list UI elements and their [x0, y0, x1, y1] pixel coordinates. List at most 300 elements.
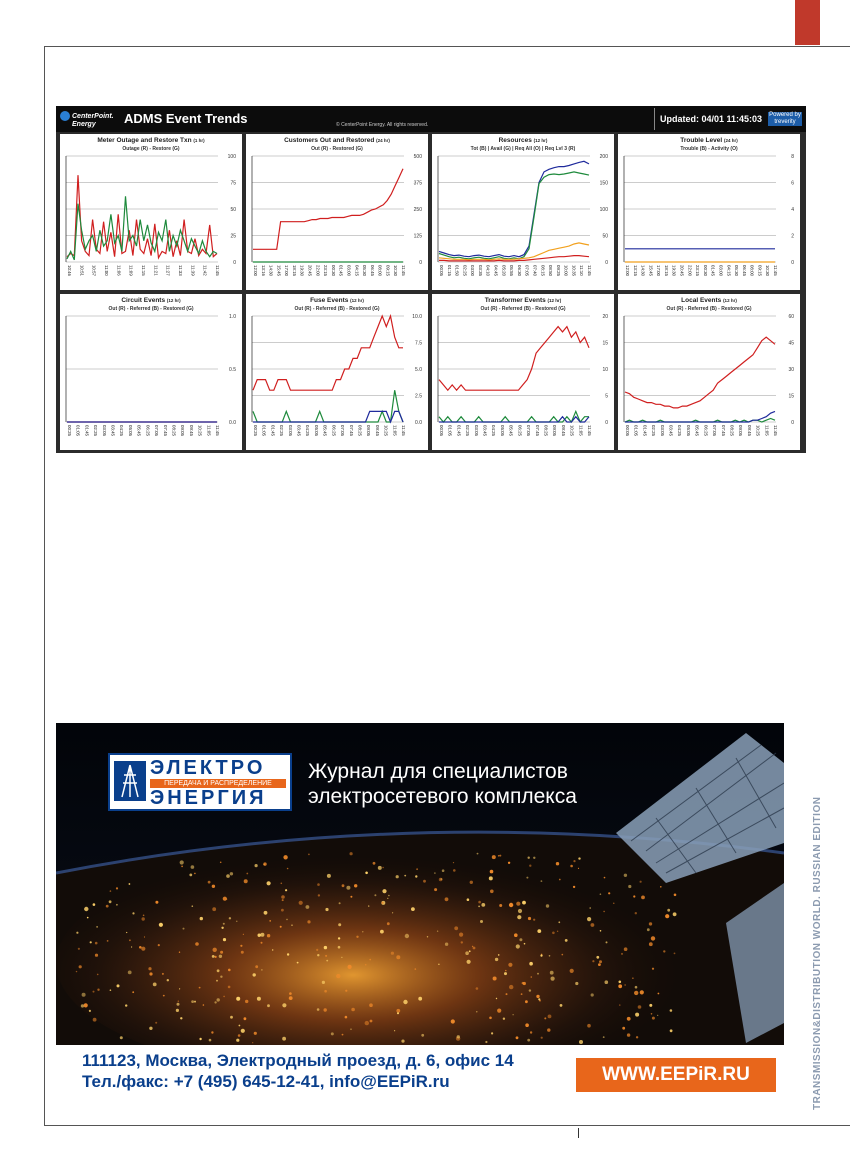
x-tick-label: 02:25 [465, 425, 471, 436]
y-tick-label: 0 [605, 260, 608, 266]
city-light [550, 971, 554, 975]
city-light [324, 1008, 327, 1011]
x-tick-label: 01:45 [456, 425, 462, 436]
x-tick-label: 11:05 [206, 425, 212, 436]
chart-title-suffix: (1 hr) [193, 138, 205, 143]
city-light [604, 877, 606, 879]
city-light [465, 951, 469, 955]
city-light [212, 955, 215, 958]
chart-svg [618, 134, 800, 290]
city-light [387, 922, 390, 925]
city-light [282, 1037, 286, 1041]
city-light [209, 1039, 212, 1042]
city-light [558, 921, 560, 923]
y-tick-label: 75 [230, 180, 236, 187]
x-tick-label: 05:45 [508, 425, 514, 436]
chart-title-suffix: (24 hr) [376, 138, 390, 143]
city-light [229, 917, 231, 919]
city-light [199, 987, 201, 989]
header-divider [654, 108, 655, 130]
x-tick-label: 11:00 [104, 265, 109, 276]
city-light [306, 905, 310, 909]
city-light [230, 1016, 233, 1019]
city-light [548, 1015, 552, 1019]
city-light [547, 1028, 550, 1031]
city-light [132, 991, 134, 993]
city-light [624, 947, 628, 951]
city-light [453, 862, 454, 863]
city-light [497, 1009, 501, 1013]
city-light [649, 942, 653, 946]
city-light [651, 1013, 653, 1015]
city-light [415, 875, 417, 877]
y-tick-label: 4 [791, 207, 794, 213]
x-tick-label: 00:30 [330, 265, 336, 276]
city-light [477, 853, 479, 855]
chart-title-suffix: (12 hr) [350, 298, 364, 303]
city-light [153, 983, 157, 987]
city-light [660, 886, 662, 888]
x-tick-label: 10:25 [197, 425, 203, 436]
city-light [480, 920, 483, 923]
y-tick-label: 200 [599, 154, 608, 160]
x-tick-label: 06:45 [741, 265, 747, 276]
x-tick-label: 01:45 [84, 425, 90, 436]
city-light [93, 991, 95, 993]
city-light [189, 874, 192, 877]
city-light [109, 900, 112, 903]
city-light [191, 1000, 194, 1003]
x-tick-label: 11:05 [578, 425, 584, 436]
city-light [260, 933, 264, 937]
y-tick-label: 50 [602, 233, 608, 240]
chart-subtitle: Trouble (B) - Activity (O) [680, 146, 738, 152]
x-tick-label: 02:25 [651, 425, 657, 436]
city-light [338, 937, 340, 939]
city-light [552, 932, 555, 935]
city-light [223, 996, 225, 998]
city-light [618, 984, 622, 988]
city-light [287, 953, 289, 955]
city-light [587, 917, 591, 921]
city-light [181, 866, 183, 868]
city-light [625, 984, 626, 985]
chart-title: Fuse Events (12 hr) [310, 297, 364, 304]
city-light [253, 973, 256, 976]
city-light [439, 878, 443, 882]
city-light [97, 989, 99, 991]
x-tick-label: 20:45 [307, 265, 313, 276]
x-tick-label: 07:05 [340, 425, 346, 436]
logo-line2: Energy [72, 121, 96, 128]
chart-title: Trouble Level (24 hr) [680, 137, 738, 144]
city-light [524, 943, 526, 945]
x-tick-label: 06:25 [331, 425, 337, 436]
city-light [570, 969, 574, 973]
badge-line2: treverity [774, 119, 796, 125]
city-light [641, 896, 645, 900]
city-light [453, 869, 456, 872]
city-light [289, 996, 293, 1000]
adms-dashboard [56, 106, 806, 453]
city-light [445, 943, 448, 946]
ad-headline [308, 759, 577, 809]
city-light [116, 904, 118, 906]
city-light [307, 920, 310, 923]
tower-icon [114, 761, 146, 801]
city-light [163, 995, 165, 997]
city-light [489, 876, 493, 880]
chart-title: Meter Outage and Restore Txn (1 hr) [97, 137, 205, 144]
y-tick-label: 2 [791, 233, 794, 240]
x-tick-label: 05:05 [127, 425, 133, 436]
city-light [485, 1041, 487, 1043]
city-light [670, 1029, 673, 1032]
x-tick-label: 22:00 [687, 265, 693, 276]
city-light [591, 993, 594, 996]
city-light [139, 946, 142, 949]
x-tick-label: 15:45 [648, 265, 654, 276]
x-tick-label: 06:25 [703, 425, 709, 436]
city-light [211, 1031, 213, 1033]
city-light [208, 881, 211, 884]
city-light [401, 1040, 404, 1043]
city-light [522, 901, 526, 905]
x-tick-label: 09:05 [738, 425, 744, 436]
city-light [345, 990, 347, 992]
city-light [155, 901, 158, 904]
x-tick-label: 00:25 [253, 425, 258, 436]
city-light [131, 946, 132, 947]
city-light [492, 855, 496, 859]
series-line-green [253, 390, 403, 422]
city-light [365, 872, 368, 875]
chart-title: Local Events (12 hr) [681, 297, 737, 304]
city-light [362, 931, 363, 932]
city-light [533, 919, 535, 921]
city-light [180, 860, 184, 864]
city-light [239, 1025, 241, 1027]
city-light [438, 964, 439, 965]
x-tick-label: 10:30 [765, 265, 771, 276]
city-light [598, 963, 601, 966]
x-tick-label: 09:25 [555, 265, 561, 276]
city-light [652, 968, 654, 970]
city-light [223, 923, 225, 925]
city-light [155, 1022, 157, 1024]
x-tick-label: 03:45 [296, 425, 302, 436]
chart-title-suffix: (24 hr) [723, 138, 738, 143]
city-light [272, 949, 273, 950]
y-tick-label: 45 [788, 340, 794, 347]
city-light [633, 895, 635, 897]
city-light [291, 925, 292, 926]
y-tick-label: 6 [791, 180, 794, 187]
x-tick-label: 04:25 [305, 425, 311, 436]
city-light [78, 948, 80, 950]
city-light [544, 1017, 546, 1019]
city-light [267, 881, 271, 885]
x-tick-label: 14:30 [640, 265, 646, 276]
x-tick-label: 11:45 [215, 425, 220, 436]
city-light [356, 936, 358, 938]
x-tick-label: 11:45 [773, 425, 778, 436]
city-light [541, 880, 543, 882]
city-light [578, 857, 580, 859]
x-tick-label: 23:15 [323, 265, 329, 276]
city-light [350, 1029, 351, 1030]
city-light [527, 1039, 530, 1042]
x-tick-label: 12:00 [625, 265, 630, 276]
city-light [236, 1039, 239, 1042]
city-light [649, 1004, 652, 1007]
x-tick-label: 11:09 [128, 265, 134, 276]
x-tick-label: 13:15 [632, 265, 638, 276]
city-light [324, 946, 327, 949]
x-tick-label: 20:45 [679, 265, 685, 276]
y-tick-label: 1.0 [229, 314, 236, 320]
x-tick-label: 06:25 [517, 425, 523, 436]
x-tick-label: 09:45 [746, 425, 752, 436]
city-light [373, 862, 376, 865]
city-light [176, 1009, 179, 1012]
city-light [549, 955, 551, 957]
city-light [219, 955, 222, 958]
city-light [525, 1023, 529, 1027]
y-tick-label: 0 [233, 260, 236, 266]
city-light [508, 862, 510, 864]
city-light [269, 920, 271, 922]
city-light [241, 1029, 245, 1033]
city-light [317, 883, 320, 886]
city-light [221, 927, 223, 929]
x-tick-label: 13:16 [260, 265, 266, 276]
series-line-red [439, 327, 589, 391]
city-light [382, 889, 386, 893]
ad-website-button[interactable]: WWW.EEPiR.RU [576, 1058, 776, 1092]
city-light [651, 936, 655, 940]
city-light [647, 928, 650, 931]
city-light [144, 936, 145, 937]
city-light [230, 872, 233, 875]
city-light [374, 894, 376, 896]
city-light [223, 938, 226, 941]
city-light [177, 1003, 180, 1006]
chart-svg [60, 134, 242, 290]
city-light [199, 1038, 201, 1040]
city-light [522, 982, 524, 984]
chart-panel [432, 134, 614, 290]
city-light [442, 869, 445, 872]
copyright-text: © CenterPoint Energy. All rights reserved. [336, 122, 429, 128]
x-tick-label: 08:25 [543, 425, 549, 436]
series-line-red [253, 316, 403, 390]
x-tick-label: 04:25 [491, 425, 497, 436]
chart-svg [618, 294, 800, 450]
city-light [299, 901, 303, 905]
magazine-advertisement [56, 723, 784, 1103]
x-tick-label: 03:05 [287, 425, 293, 436]
city-light [559, 879, 561, 881]
city-light [267, 934, 270, 937]
city-light [505, 970, 506, 971]
x-tick-label: 11:33 [178, 265, 183, 276]
x-tick-label: 17:00 [656, 265, 662, 276]
chart-title-suffix: (12 hr) [547, 298, 562, 303]
x-tick-label: 04:15 [354, 265, 360, 276]
city-light [404, 875, 406, 877]
x-tick-label: 01:45 [710, 265, 716, 276]
city-light [96, 926, 98, 928]
x-tick-label: 10:46 [67, 265, 72, 276]
city-light [519, 938, 522, 941]
city-light [257, 997, 261, 1001]
chart-subtitle: Out (R) - Referred (B) - Restored (G) [666, 306, 752, 312]
city-light [90, 941, 92, 943]
ad-contact-strip [56, 1045, 784, 1103]
chart-subtitle: Tot (B) | Avail (G) | Req All (O) | Req Lvl 3 (R) [470, 146, 576, 152]
city-light [570, 865, 573, 868]
city-light [621, 953, 623, 955]
chart-subtitle: Out (R) - Restored (G) [311, 146, 363, 152]
city-light [619, 1004, 620, 1005]
city-light [317, 954, 319, 956]
city-light [191, 865, 195, 869]
city-light [457, 1035, 460, 1038]
chart-title: Resources (12 hr) [498, 137, 548, 144]
city-light [167, 979, 169, 981]
x-tick-label: 05:20 [501, 265, 507, 276]
city-light [658, 993, 660, 995]
x-tick-label: 03:45 [482, 425, 488, 436]
x-tick-label: 11:27 [165, 265, 171, 276]
x-tick-label: 07:45 [162, 425, 168, 436]
city-light [79, 965, 82, 968]
chart-panel [60, 294, 242, 450]
city-light [600, 893, 602, 895]
x-tick-label: 15:45 [276, 265, 282, 276]
y-tick-label: 0.5 [229, 367, 236, 373]
city-light [217, 969, 220, 972]
x-tick-label: 06:30 [516, 265, 522, 276]
chart-title: Circuit Events (12 hr) [121, 297, 181, 304]
x-tick-label: 10:25 [383, 425, 389, 436]
y-tick-label: 15 [788, 393, 794, 400]
city-light [591, 923, 595, 927]
city-light [476, 1011, 477, 1012]
city-light [415, 968, 417, 970]
y-tick-label: 125 [413, 233, 422, 240]
y-tick-label: 30 [788, 367, 794, 373]
y-tick-label: 60 [788, 314, 794, 320]
city-light [397, 1012, 399, 1014]
city-light [76, 971, 77, 972]
city-light [215, 956, 217, 958]
city-light [263, 862, 266, 865]
x-tick-label: 05:30 [734, 265, 740, 276]
city-light [76, 932, 78, 934]
city-light [603, 1036, 605, 1038]
city-light [368, 905, 369, 906]
x-tick-label: 19:30 [671, 265, 677, 276]
city-light [345, 1016, 348, 1019]
city-light [179, 952, 180, 953]
chart-subtitle: Out (R) - Referred (B) - Restored (G) [108, 306, 194, 312]
x-tick-label: 00:05 [625, 425, 630, 436]
address-line2: Тел./факс: +7 (495) 645-12-41, info@EEPiR.ru [82, 1072, 450, 1091]
city-light [670, 1009, 673, 1012]
chart-title-suffix: (12 hr) [166, 298, 181, 303]
city-light [228, 969, 231, 972]
x-tick-label: 05:45 [136, 425, 142, 436]
city-light [635, 912, 637, 914]
x-tick-label: 08:15 [540, 265, 546, 276]
city-light [338, 923, 341, 926]
x-tick-label: 18:15 [663, 265, 669, 276]
city-light [281, 883, 283, 885]
x-tick-label: 05:45 [322, 425, 328, 436]
city-light [129, 883, 131, 885]
city-light [84, 907, 88, 911]
city-light [627, 1033, 630, 1036]
city-light [416, 868, 418, 870]
y-tick-label: 5 [605, 393, 608, 400]
city-light [418, 997, 422, 1001]
city-light [525, 1000, 528, 1003]
x-tick-label: 03:45 [110, 425, 116, 436]
x-tick-label: 07:45 [348, 425, 354, 436]
city-light [628, 885, 631, 888]
city-light [434, 872, 435, 873]
city-light [148, 967, 151, 970]
city-light [537, 973, 539, 975]
city-light [589, 907, 591, 909]
badge-line1: Powered by [769, 112, 801, 118]
city-light [504, 972, 507, 975]
city-light [478, 901, 481, 904]
city-light [338, 946, 341, 949]
city-light [472, 946, 473, 947]
city-light [490, 890, 494, 894]
x-tick-label: 11:05 [764, 425, 770, 436]
y-tick-label: 500 [413, 154, 422, 160]
city-light [382, 902, 384, 904]
x-tick-label: 09:15 [385, 265, 391, 276]
city-light [529, 962, 533, 966]
city-light [521, 993, 523, 995]
x-tick-label: 09:05 [552, 425, 558, 436]
city-light [635, 986, 638, 989]
x-tick-label: 00:05 [439, 425, 444, 436]
city-light [459, 933, 463, 937]
city-light [391, 952, 394, 955]
city-light [142, 917, 145, 920]
x-tick-label: 02:25 [462, 265, 468, 276]
city-light [180, 1017, 182, 1019]
city-light [579, 1040, 583, 1044]
city-light [132, 912, 134, 914]
city-light [516, 1036, 519, 1039]
city-light [603, 911, 604, 912]
city-light [194, 1001, 196, 1003]
city-light [396, 875, 399, 878]
city-light [516, 902, 520, 906]
city-light [394, 1030, 395, 1031]
city-light [200, 917, 203, 920]
city-light [264, 911, 268, 915]
city-light [378, 866, 382, 870]
city-light [216, 980, 218, 982]
